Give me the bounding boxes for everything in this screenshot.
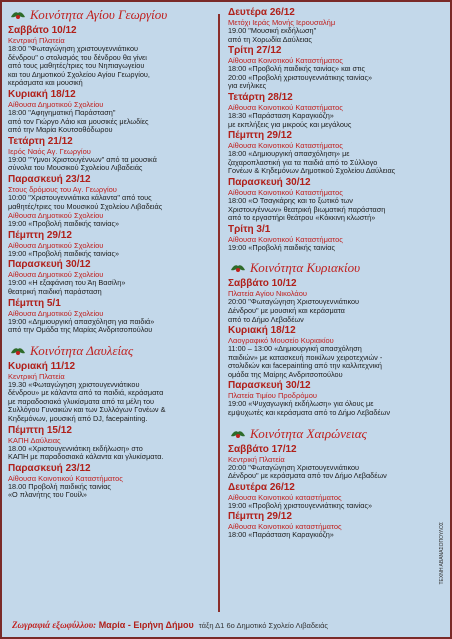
community-heading-text: Κοινότητα Κυριακίου — [250, 260, 361, 276]
event-description: δένδρου" ο στολισμός του δένδρου θα γίνει — [8, 53, 147, 62]
event-venue: Κεντρική Πλατεία — [8, 36, 65, 45]
event-date: Παρασκευή 23/12 — [8, 462, 91, 474]
event-description: από την Ομάδα της Μαρίας Ανδριτσοπούλου — [8, 326, 153, 335]
spacer — [228, 252, 448, 259]
event-venue: Αίθουσα Δημοτικού Σχολείου — [8, 240, 104, 250]
event-description: εμψυχωτές και κεράσματα από το Δήμο Λεβαδέων — [228, 409, 391, 418]
event-description: 18:30 «Παράσταση Καραγκιόζη» — [228, 111, 334, 120]
left-column — [8, 6, 216, 500]
event-venue: Στους δρόμους του Αγ. Γεωργίου — [8, 184, 117, 194]
cover-artist-school: τάξη Δ1 6ο Δημοτικό Σχολείο Λιβαδειάς — [198, 621, 329, 630]
spacer — [8, 335, 216, 342]
event-description: 18.00 «Χριστουγεννιάτικη εκδήλωση» στο — [8, 444, 143, 453]
event-description: από την Μαρία Κουτσοθόδωρου — [8, 126, 113, 135]
community-heading — [8, 342, 216, 360]
event-description: για ενήλικες — [228, 82, 267, 91]
cover-credit-label: Ζωγραφιά εξωφύλλου: — [12, 620, 97, 630]
event-venue: Αίθουσα Δημοτικού Σχολείου — [8, 211, 104, 221]
event-description: 19.30 «Φωταγώγηση χριστουγεννιάτικου — [8, 380, 140, 389]
event-description: 11:00 – 13:00 «Δημιουργική απασχόληση — [228, 345, 362, 354]
event-venue: Αίθουσα Κοινοτικού Καταστήματος — [8, 473, 123, 483]
event-description: 10:00 "Χριστουγεννιάτικα κάλαντα" από τους — [8, 193, 152, 202]
event-date: Πέμπτη 5/1 — [8, 297, 61, 309]
event-description: ομάδα της Μαίρης Ανδριτσοπούλου — [228, 370, 343, 379]
event-venue: Κεντρική Πλατεία — [8, 371, 65, 381]
event-venue: Πλατεία Αγίου Νικολάου — [228, 289, 308, 299]
event-date: Παρασκευή 30/12 — [228, 176, 311, 188]
event-venue: Αίθουσα Κοινοτικού Καταστήματος — [228, 234, 343, 244]
event-description: παιδιών» με κατασκευή ποικίλων χειροτεχνιών - — [228, 353, 383, 362]
event-date: Τετάρτη 21/12 — [8, 135, 73, 147]
event-description: 19:00 «Προβολή χριστουγεννιάτικης ταινίας» — [228, 501, 373, 510]
event-description: 19:00 «Προβολή παιδικής ταινίας» — [8, 249, 120, 258]
event-venue: Ιερός Ναός Αγ. Γεωργίου — [8, 146, 91, 156]
event-date: Σαββάτο 10/12 — [228, 278, 297, 290]
event-date: Κυριακή 18/12 — [8, 88, 76, 100]
event-date: Πέμπτη 29/12 — [8, 229, 72, 241]
event-description: από τους μαθητές/τριες του Νηπιαγωγείου — [8, 62, 145, 71]
spacer — [228, 418, 448, 425]
event-description: ΚΑΠΗ με παραδοσιακά κάλαντα και γλυκίσματα. — [8, 453, 164, 462]
event-date: Πέμπτη 15/12 — [8, 424, 72, 436]
event-description: κεράσματα και μουσική — [8, 79, 83, 88]
event-date: Σαββάτο 17/12 — [228, 443, 297, 455]
event-description: από τη Χορωδία Δαύλειας — [228, 35, 312, 44]
event-date: Κυριακή 18/12 — [228, 325, 296, 337]
event-venue: ΚΑΠΗ Δαύλειας — [8, 435, 61, 445]
event-date: Παρασκευή 30/12 — [228, 380, 311, 392]
event-venue: Αίθουσα Δημοτικού Σχολείου — [8, 308, 104, 318]
event-venue: Αίθουσα Κοινοτικού καταστήματος — [228, 492, 342, 502]
community-heading — [228, 425, 448, 443]
event-description: Κηδεμόνων, μουσική από DJ, facepainting. — [8, 415, 148, 424]
community-heading-text: Κοινότητα Δαυλείας — [30, 342, 134, 358]
event-description: στολιδιών και facepainting από την καλλιτεχνική — [228, 362, 382, 371]
event-description: από τον Γιώργο Λάιο και μουσικές μελωδίες — [8, 117, 149, 126]
holly-icon — [10, 8, 26, 22]
event-description: 20:00 "Φωταγώγηση Χριστουγεννιάτικου — [228, 463, 360, 472]
community-heading-text: Κοινότητα Χαιρώνειας — [250, 425, 367, 441]
event-date: Σαββάτο 10/12 — [8, 25, 77, 36]
event-description: δένδρου» με κάλαντα από τα παιδιά, κεράσματα — [8, 389, 164, 398]
event-date: Τετάρτη 28/12 — [228, 91, 293, 103]
event-description: 19:00 «Προβολή παιδικής ταινίας» — [8, 220, 120, 229]
event-description: και του Δημοτικού Σχολείου Αγίου Γεωργίου, — [8, 70, 150, 79]
community-heading-text: Κοινότητα Αγίου Γεωργίου — [30, 7, 168, 22]
event-description: μαθητές/τριες του Μουσικού Σχολείου Λιβαδειάς — [8, 202, 163, 211]
holly-icon — [10, 344, 26, 358]
event-description: από το εργαστήρι θεάτρου «Κόκκινη κλωστή» — [228, 214, 376, 223]
event-description: 19:00 «Η εξαφάνιση του Άη Βασίλη» — [8, 279, 126, 288]
event-description: 18:00 «Προβολή παιδικής ταινίας» και στις — [228, 65, 366, 74]
event-description: 19:00 «Δημιουργική απασχόληση για παιδιά» — [8, 317, 155, 326]
event-description: θεατρική παιδική παράσταση — [8, 287, 102, 296]
event-description: ζαχαροπλαστική για τα παιδιά από το Σύλλογο — [228, 158, 378, 167]
event-description: «Ο πλανήτης του Γουίλ» — [8, 491, 87, 500]
cover-credit — [12, 619, 442, 632]
event-date: Πέμπτη 29/12 — [228, 130, 292, 142]
event-description: 18.00 Προβολή παιδικής ταινίας — [8, 482, 111, 491]
event-description: 19:00 "Ύμνοι Χριστουγέννων" από τα μουσικά — [8, 155, 157, 164]
event-description: Γονέων & Κηδεμόνων Δημοτικού Σχολείου Δαύλειας — [228, 167, 396, 176]
holly-icon — [230, 427, 246, 441]
print-credit: ΤΕΧΝΗ ΑΒΑΝΑΣΟΠΟΥΛΟΣ — [439, 522, 445, 585]
event-venue: Αίθουσα Κοινοτικού Καταστήματος — [228, 187, 343, 197]
event-description: 18:00 «Δημιουργική απασχόληση» με — [228, 150, 350, 159]
event-date: Παρασκευή 23/12 — [8, 173, 91, 185]
event-description: 18:00 "Φωταγώγηση χριστουγεννιάτικου — [8, 45, 139, 53]
event-description: Δένδρου" με μουσική και κεράσματα — [228, 306, 345, 315]
event-venue: Μετόχι Ιεράς Μονής Ιερουσαλήμ — [228, 18, 336, 27]
event-description: Χριστουγέννων» θεατρική βιωματική παράσταση — [228, 205, 386, 214]
holly-icon — [230, 261, 246, 275]
event-description: Δένδρου" με κεράσματα από τον Δήμο Λεβαδέων — [228, 472, 387, 481]
cover-artist-name: Μαρία - Ειρήνη Δήμου — [98, 620, 194, 630]
event-description: 20:00 "Φωταγώγηση Χριστουγεννιάτικου — [228, 298, 360, 307]
event-description: με εκπλήξεις για μικρούς και μεγάλους — [228, 120, 352, 129]
event-description: με παραδοσιακά γλυκίσματα από τα μέλη του — [8, 397, 154, 406]
event-date: Δευτέρα 26/12 — [228, 481, 295, 493]
event-venue: Αίθουσα Κοινοτικού καταστήματος — [228, 522, 342, 532]
event-description: Συλλόγου Γυναικών και των Συλλόγων Γονέων & — [8, 406, 166, 415]
event-description: 18:00 «Ο Τσαγκάρης και το ξωτικό των — [228, 196, 353, 205]
event-venue: Λαογραφικό Μουσείο Κυριακίου — [228, 336, 334, 346]
event-venue: Αίθουσα Κοινοτικού Καταστήματος — [228, 56, 343, 66]
community-heading — [8, 6, 216, 24]
event-venue: Αίθουσα Δημοτικού Σχολείου — [8, 99, 104, 109]
event-date: Τρίτη 27/12 — [228, 45, 282, 57]
event-date: Τρίτη 3/1 — [228, 223, 271, 235]
event-venue: Αίθουσα Κοινοτικού Καταστήματος — [228, 141, 343, 151]
right-column — [228, 6, 448, 540]
column-divider — [218, 14, 220, 612]
event-description: 19.00 "Μουσική εκδήλωση" — [228, 27, 317, 35]
event-description: 19:00 «Ψυχαγωγική εκδήλωση» για όλους με — [228, 400, 374, 409]
event-description: 18:00 «Παράσταση Καραγκιόζη» — [228, 531, 334, 540]
event-description: από το Δήμο Λεβαδέων — [228, 315, 304, 324]
event-venue: Κεντρική Πλατεία — [228, 454, 285, 464]
event-date: Παρασκευή 30/12 — [8, 259, 91, 271]
event-description: 18:00 "Αφηγηματική Παράσταση" — [8, 108, 116, 117]
event-description: 20:00 «Προβολή χριστουγεννιάτικης ταινίας» — [228, 73, 373, 82]
event-description: σύνολα του Μουσικού Σχολείου Λιβαδειάς — [8, 164, 143, 173]
community-heading — [228, 259, 448, 277]
event-date: Κυριακή 11/12 — [8, 360, 76, 372]
event-venue: Αίθουσα Κοινοτικού Καταστήματος — [228, 102, 343, 112]
event-description: 19:00 «Προβολή παιδικής ταινίας — [228, 243, 336, 252]
event-date: Πέμπτη 29/12 — [228, 511, 292, 523]
event-venue: Αίθουσα Δημοτικού Σχολείου — [8, 270, 104, 280]
event-date: Δευτέρα 26/12 — [228, 7, 295, 18]
event-venue: Πλατεία Τιμίου Προδρόμου — [228, 391, 318, 401]
